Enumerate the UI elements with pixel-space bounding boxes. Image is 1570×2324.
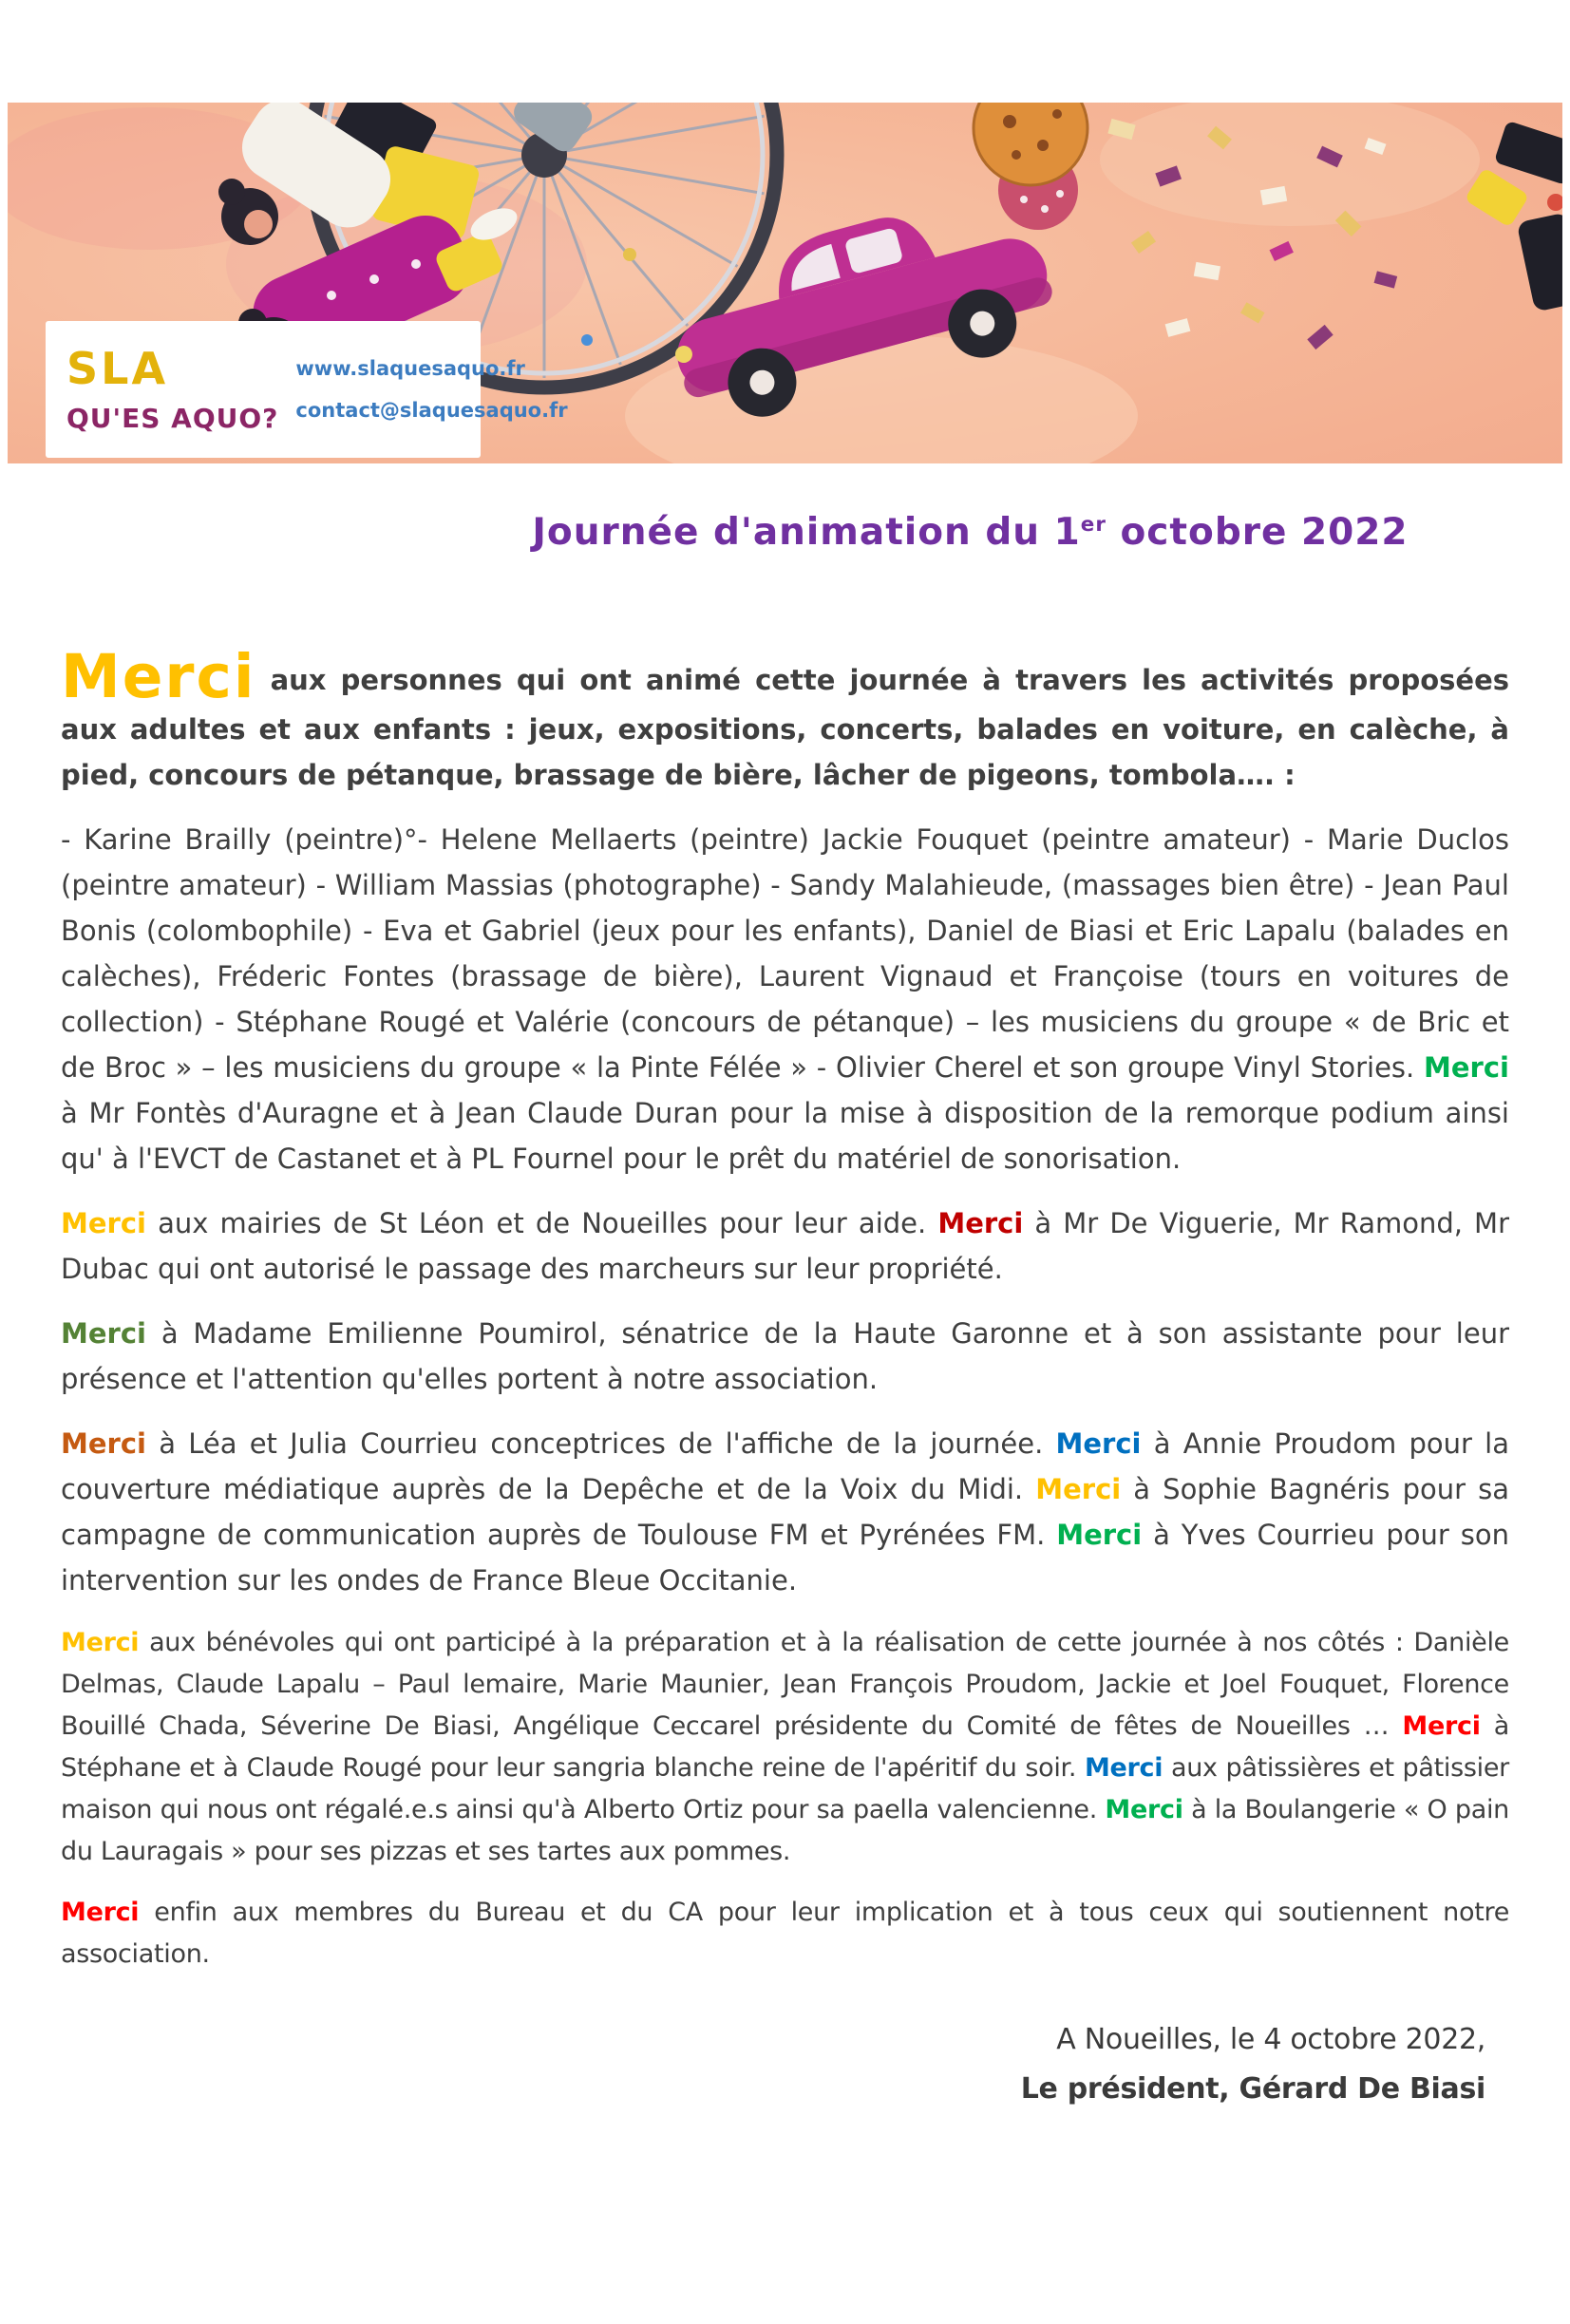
paragraph-text: aux mairies de St Léon et de Noueilles pour leur aide.	[145, 1207, 938, 1239]
logo-acronym: SLA	[66, 343, 169, 395]
title-prefix: Journée d'animation du 1	[532, 511, 1081, 554]
paragraph-animators-list	[61, 817, 1509, 1181]
paragraph-thanks-animators	[61, 642, 1509, 798]
merci-highlight: Merci	[61, 1207, 146, 1239]
merci-highlight: Merci	[61, 642, 256, 711]
logo-subtitle: QU'ES AQUO?	[66, 403, 279, 435]
paragraph-text: à Mr De Viguerie, Mr Ramond, Mr Dubac qui ont autorisé le passage des marcheurs sur leur propriété.	[61, 1207, 1510, 1285]
merci-highlight: Merci	[1402, 1711, 1481, 1741]
merci-highlight: Merci	[61, 1427, 146, 1460]
paragraph-thanks-media	[61, 1421, 1509, 1603]
merci-highlight: Merci	[1056, 1519, 1143, 1551]
title-ordinal-suffix: er	[1080, 513, 1107, 537]
merci-highlight: Merci	[937, 1207, 1024, 1239]
merci-highlight: Merci	[61, 1898, 140, 1927]
merci-highlight: Merci	[1105, 1795, 1183, 1824]
signature-block	[61, 2015, 1509, 2114]
paragraph-text: - Karine Brailly (peintre)°- Helene Mellaerts (peintre) Jackie Fouquet (peintre amateur) - Marie Duclos (peintre amateur) - William Massias (photographe) - Sandy Malahieude, (massages bien être) - Jean Paul Bonis (colombophile) - Eva et Gabriel (jeux pour les enfants), Daniel de Biasi et Eric Lapalu (balades en calèches), Fréderic Fontes (brassage de bière), Laurent Vignaud et Françoise (tours en voitures de collection) - Stéphane Rougé et Valérie (concours de pétanque) – les musiciens du groupe « de Bric et de Broc » – les musiciens du groupe « la Pinte Félée » - Olivier Cherel et son groupe Vinyl Stories.	[61, 823, 1509, 1084]
merci-highlight: Merci	[1084, 1753, 1163, 1783]
paragraph-thanks-senator	[61, 1311, 1509, 1402]
paragraph-text: à Annie Proudom pour la couverture médiatique auprès de la Depêche et de la Voix du Midi.	[61, 1427, 1509, 1505]
signature-president-name: Le président, Gérard De Biasi	[1020, 2072, 1485, 2106]
paragraph-text: à Stéphane et à Claude Rougé pour leur sangria blanche reine de l'apéritif du soir.	[61, 1711, 1509, 1783]
logo-text-column	[66, 343, 279, 435]
merci-highlight: Merci	[1424, 1051, 1509, 1084]
title-suffix: octobre 2022	[1106, 511, 1409, 554]
paragraph-thanks-mayors	[61, 1200, 1509, 1292]
paragraph-text: à Yves Courrieu pour son intervention sur les ondes de France Bleue Occitanie.	[61, 1519, 1509, 1597]
merci-highlight: Merci	[61, 1317, 146, 1350]
document-body	[0, 642, 1570, 2114]
merci-highlight: Merci	[61, 1628, 140, 1657]
merci-highlight: Merci	[1035, 1473, 1122, 1505]
merci-highlight: Merci	[1055, 1427, 1142, 1460]
paragraph-text: aux pâtissières et pâtissier maison qui nous ont régalé.e.s ainsi qu'à Alberto Ortiz pour sa paella valencienne.	[61, 1753, 1509, 1824]
paragraph-text: à la Boulangerie « O pain du Lauragais » pour ses pizzas et ses tartes aux pommes.	[61, 1795, 1509, 1866]
paragraph-text: à Sophie Bagnéris pour sa campagne de communication auprès de Toulouse FM et Pyrénées FM.	[61, 1473, 1509, 1551]
paragraph-thanks-board	[61, 1892, 1509, 1975]
paragraph-text: à Léa et Julia Courrieu conceptrices de l'affiche de la journée.	[145, 1427, 1056, 1460]
logo-contact-column	[295, 357, 567, 422]
logo-email: contact@slaquesaquo.fr	[295, 399, 568, 422]
document-page	[0, 103, 1570, 2324]
association-logo	[46, 321, 568, 458]
paragraph-text: aux personnes qui ont animé cette journée à travers les activités proposées aux adultes et aux enfants : jeux, expositions, concerts, balades en voiture, en calèche, à pied, concours de pétanque, brassage de bière, lâcher de pigeons, tombola…. :	[61, 664, 1509, 791]
paragraph-text: enfin aux membres du Bureau et du CA pour leur implication et à tous ceux qui soutiennent notre association.	[61, 1898, 1509, 1969]
paragraph-text: aux bénévoles qui ont participé à la préparation et à la réalisation de cette journée à nos côtés : Danièle Delmas, Claude Lapalu – Paul lemaire, Marie Maunier, Jean François Proudom, Jackie et Joel Fouquet, Florence Bouillé Chada, Séverine De Biasi, Angélique Ceccarel présidente du Comité de fêtes de Noueilles …	[61, 1628, 1509, 1741]
page-title	[0, 511, 1570, 554]
paragraph-text: à Madame Emilienne Poumirol, sénatrice de la Haute Garonne et à son assistante pour leur présence et l'attention qu'elles portent à notre association.	[61, 1317, 1509, 1395]
paragraph-thanks-volunteers	[61, 1622, 1509, 1873]
paragraph-text: à Mr Fontès d'Auragne et à Jean Claude Duran pour la mise à disposition de la remorque podium ainsi qu' à l'EVCT de Castanet et à PL Fournel pour le prêt du matériel de sonorisation.	[61, 1097, 1509, 1175]
signature-place-date: A Noueilles, le 4 octobre 2022,	[1056, 2023, 1485, 2056]
logo-website: www.slaquesaquo.fr	[295, 357, 525, 380]
header-banner	[8, 103, 1562, 463]
